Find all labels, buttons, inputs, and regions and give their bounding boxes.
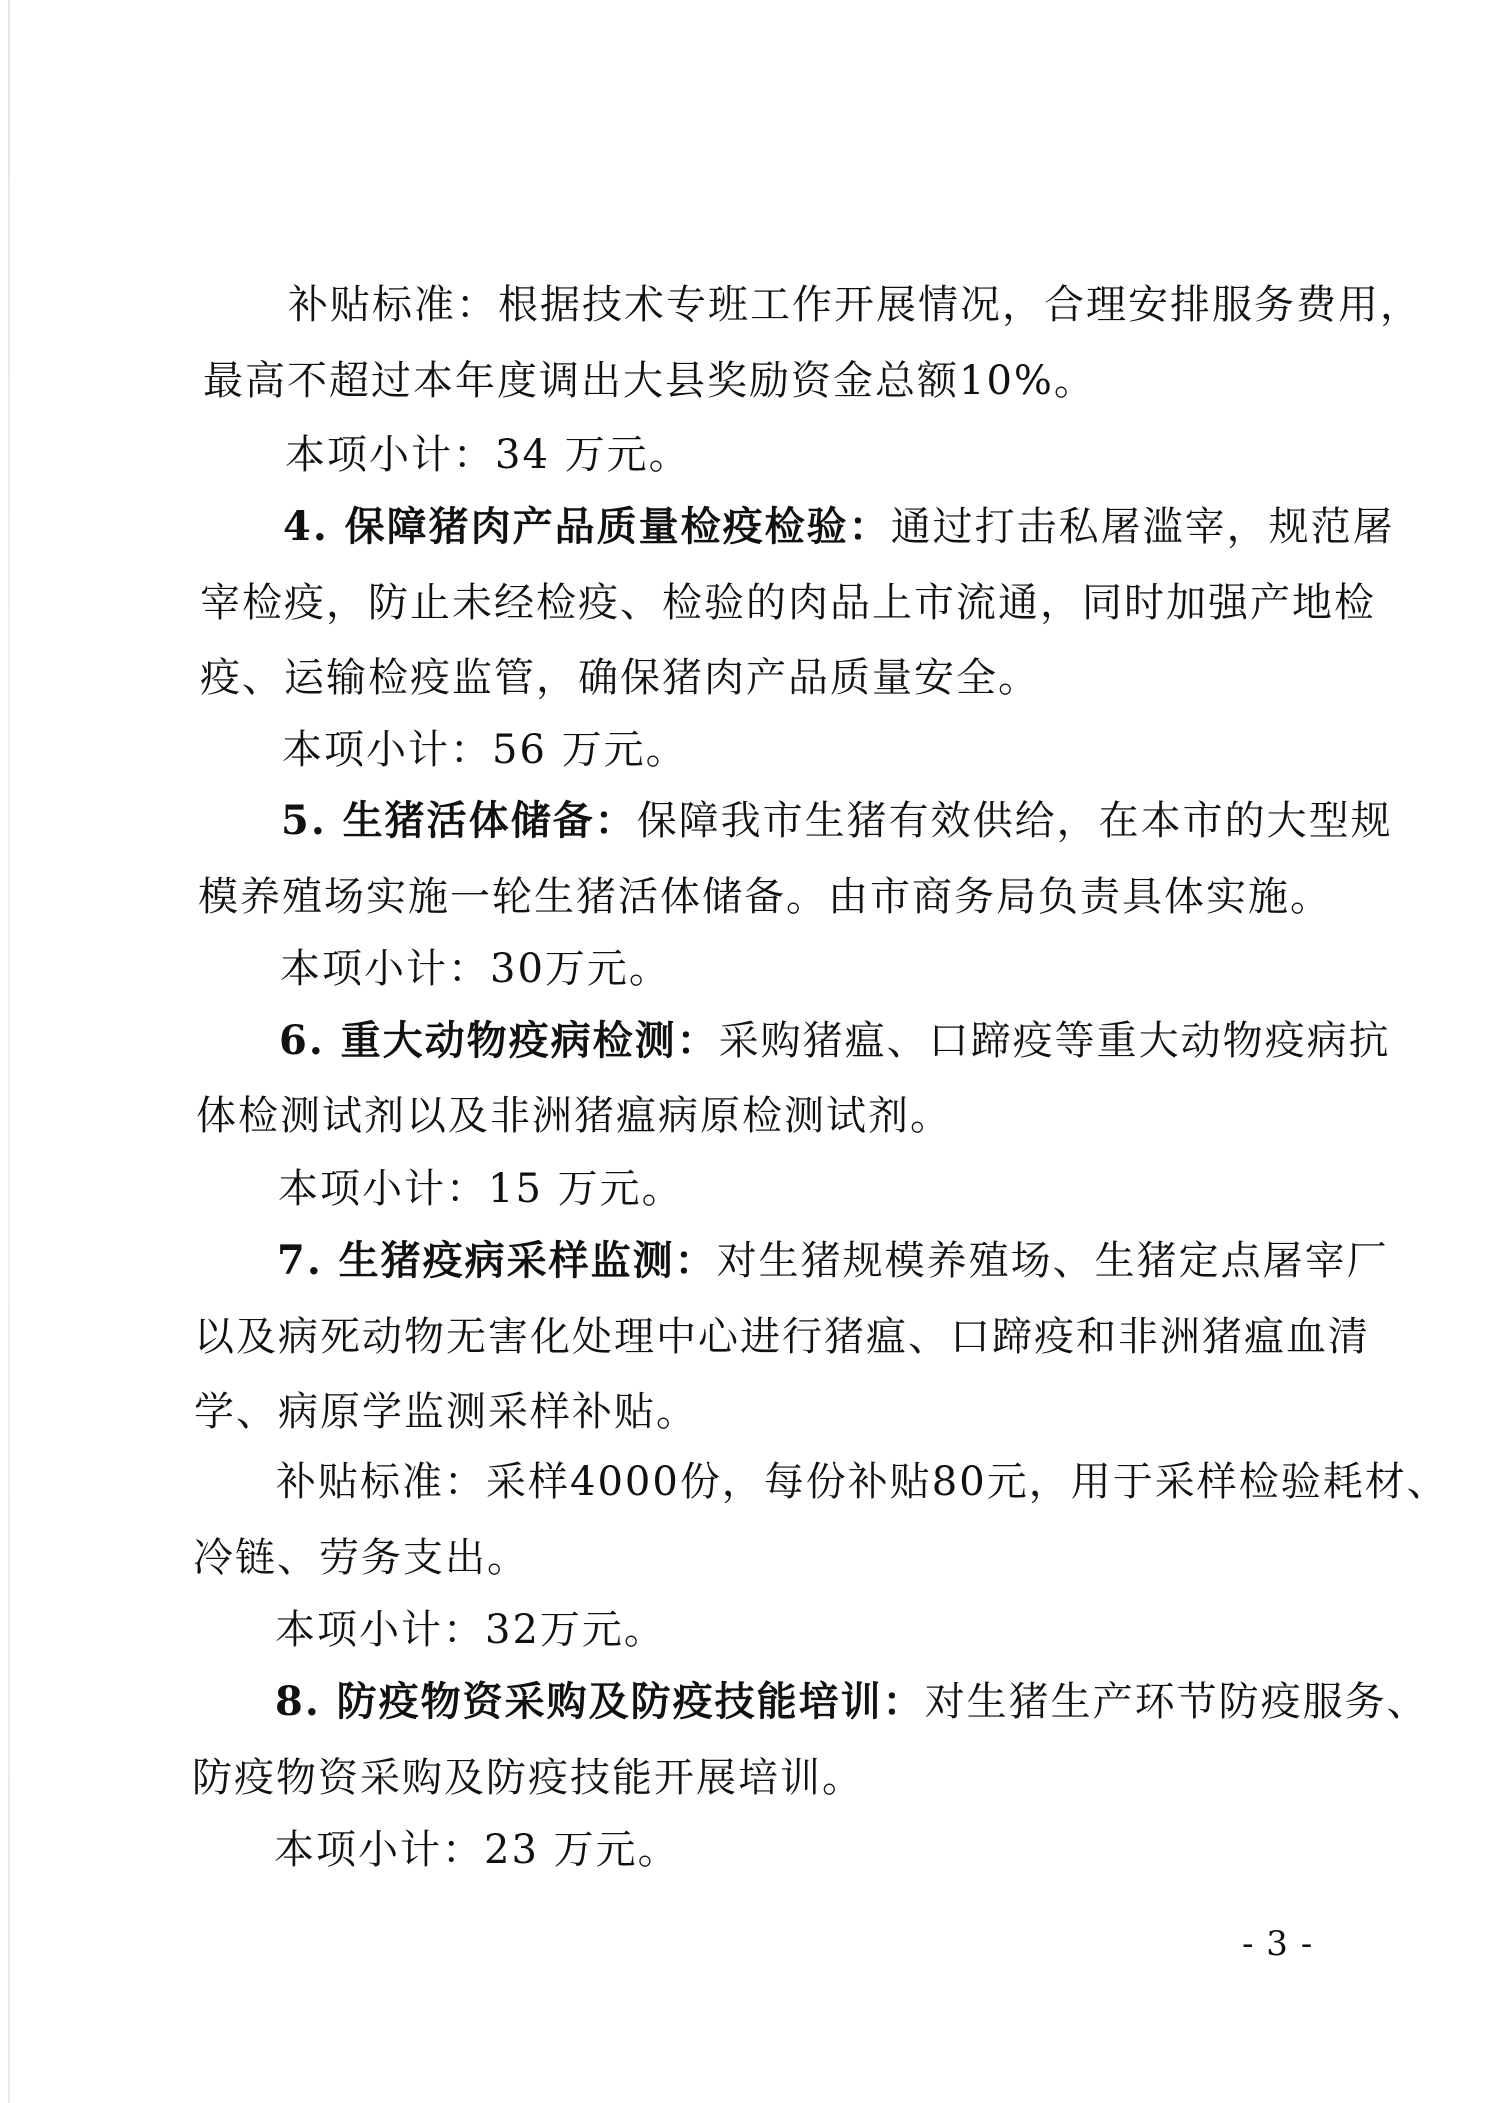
section-4-line: [283, 503, 1395, 551]
line-text: 对生猪生产环节防疫服务、: [924, 1679, 1429, 1725]
line-text: 补贴标准：根据技术专班工作开展情况，合理安排服务费用，: [288, 282, 1422, 328]
section-6-line: [279, 1017, 1391, 1065]
line-text: 防疫物资采购及防疫技能开展培训。: [192, 1755, 864, 1801]
line-text: 体检测试剂以及非洲猪瘟病原检测试剂。: [196, 1093, 952, 1139]
scan-edge-shadow: [8, 0, 10, 2103]
subtotal-line: [274, 1826, 680, 1874]
subtotal-text: 本项小计：32万元。: [275, 1607, 666, 1653]
section-7-heading: 7. 生猪疫病采样监测：: [277, 1237, 717, 1284]
section-6-heading: 6. 重大动物疫病检测：: [279, 1017, 719, 1064]
section-5-heading: 5. 生猪活体储备：: [281, 797, 637, 844]
subtotal-text: 本项小计：23 万元。: [274, 1827, 680, 1873]
subtotal-line: [278, 1165, 684, 1213]
line-text: 采购猪瘟、口蹄疫等重大动物疫病抗: [718, 1018, 1391, 1064]
subtotal-text: 本项小计：34 万元。: [285, 432, 691, 478]
line-text: 学、病原学监测采样补贴。: [194, 1389, 698, 1435]
line-text: 模养殖场实施一轮生猪活体储备。由市商务局负责具体实施。: [198, 874, 1332, 920]
subtotal-text: 本项小计：15 万元。: [278, 1166, 684, 1212]
subtotal-line: [285, 431, 691, 479]
text-line: [194, 1313, 1370, 1361]
subtotal-line: [275, 1606, 666, 1654]
text-line: [200, 579, 1376, 627]
section-7-line: [277, 1237, 1389, 1285]
section-8-line: [275, 1678, 1429, 1726]
text-line: [200, 654, 1040, 702]
section-5-line: [281, 797, 1393, 845]
text-line: [203, 357, 1096, 405]
line-text: 补贴标准：采样4000份，每份补贴80元，用于采样检验耗材、: [276, 1459, 1449, 1505]
text-line: [198, 873, 1332, 921]
line-text: 以及病死动物无害化处理中心进行猪瘟、口蹄疫和非洲猪瘟血清: [194, 1314, 1370, 1360]
line-text: 最高不超过本年度调出大县奖励资金总额10%。: [203, 358, 1096, 404]
line-text: 冷链、劳务支出。: [193, 1535, 529, 1581]
text-line: [196, 1092, 952, 1140]
line-text: 通过打击私屠滥宰，规范屠: [890, 504, 1395, 550]
subtotal-text: 本项小计：30万元。: [280, 946, 671, 992]
page-number: - 3 -: [1242, 1924, 1314, 1964]
line-text: 保障我市生猪有效供给，在本市的大型规: [636, 798, 1393, 844]
line-text: 疫、运输检疫监管，确保猪肉产品质量安全。: [200, 655, 1040, 701]
section-4-heading: 4. 保障猪肉产品质量检疫检验：: [283, 503, 891, 550]
text-line: [192, 1754, 864, 1802]
subtotal-text: 本项小计：56 万元。: [282, 727, 688, 773]
text-line: [194, 1388, 698, 1436]
text-line: [276, 1458, 1449, 1506]
text-line: [288, 281, 1422, 329]
section-8-heading: 8. 防疫物资采购及防疫技能培训：: [275, 1678, 925, 1725]
subtotal-line: [280, 945, 671, 993]
line-text: 宰检疫，防止未经检疫、检验的肉品上市流通，同时加强产地检: [200, 580, 1376, 626]
text-line: [193, 1534, 529, 1582]
line-text: 对生猪规模养殖场、生猪定点屠宰厂: [716, 1238, 1389, 1284]
subtotal-line: [282, 726, 688, 774]
